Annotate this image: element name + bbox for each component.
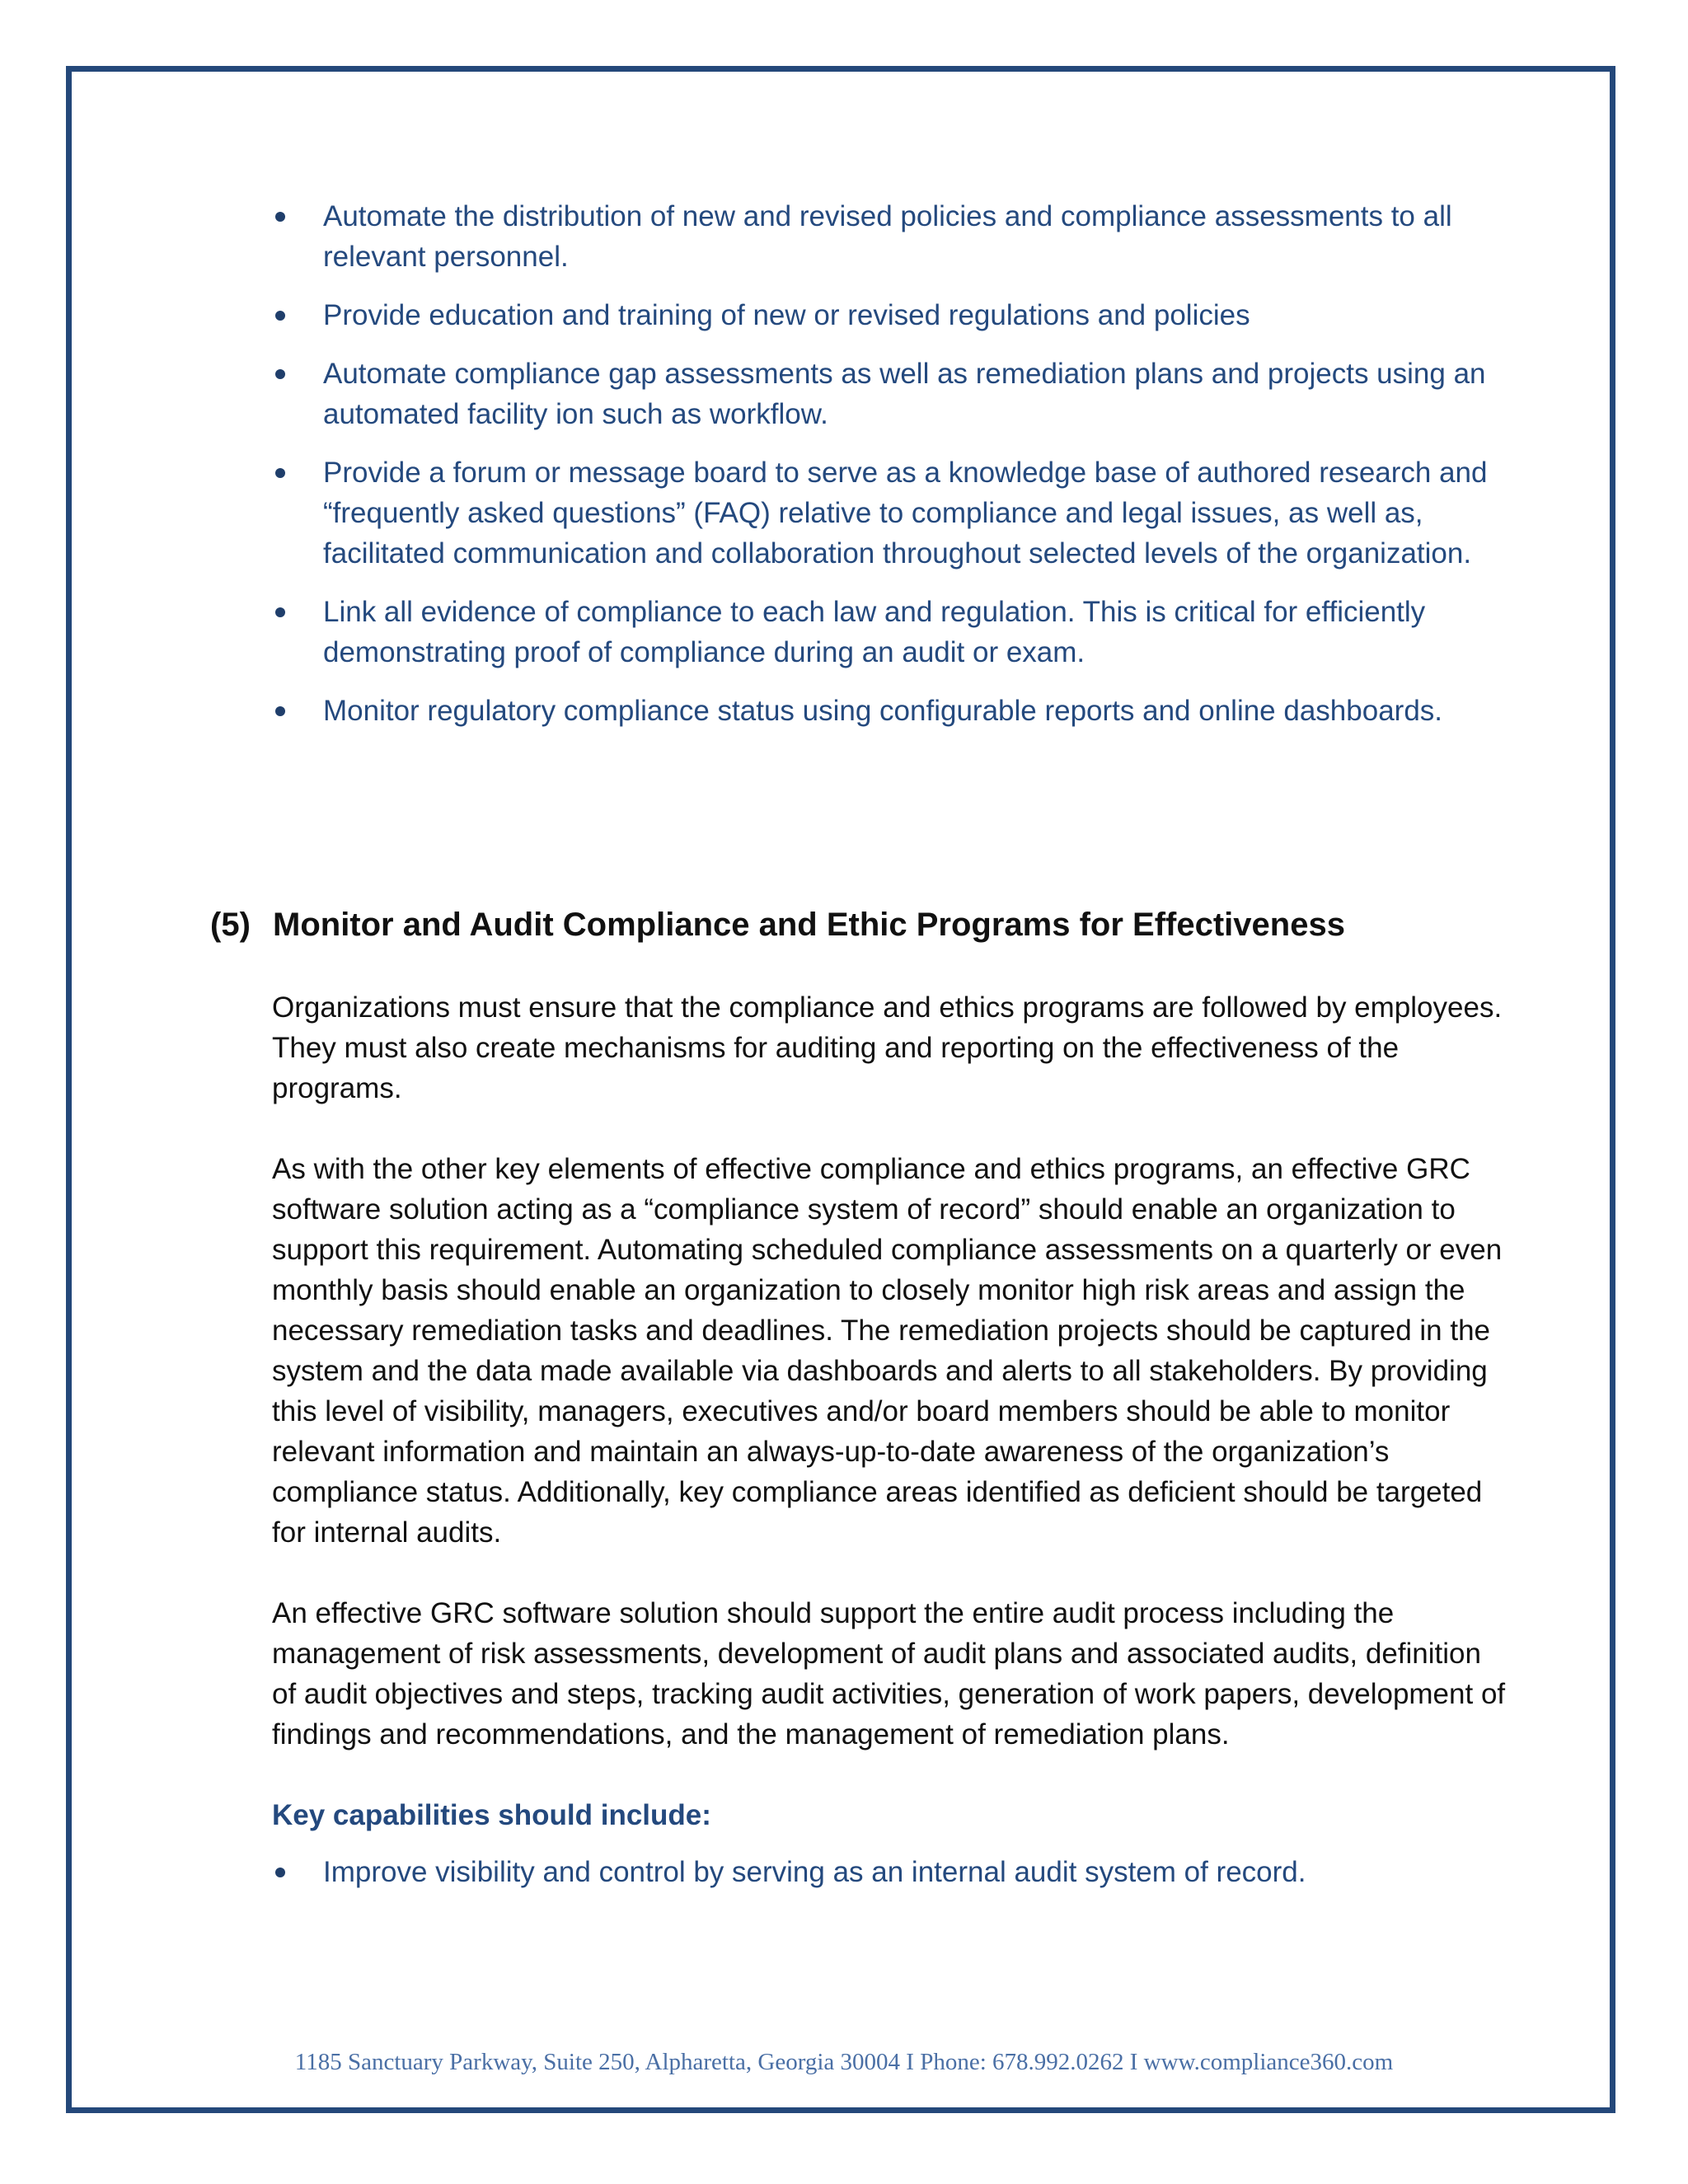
bullet-dot-icon	[275, 1868, 285, 1877]
bullet-text: Provide a forum or message board to serve as a knowledge base of authored research and “frequently asked questions” (FAQ) relative to compliance and legal issues, as well as, facilitated communication and collaboration throughout selected levels of the organization.	[323, 457, 1488, 569]
list-item	[272, 452, 1500, 574]
list-item	[272, 592, 1500, 673]
bullet-text: Provide education and training of new or revised regulations and policies	[323, 299, 1250, 331]
section-number: (5)	[210, 907, 251, 943]
top-bullet-list	[272, 196, 1500, 731]
section-body	[272, 987, 1508, 1910]
bullet-text: Improve visibility and control by serving as an internal audit system of record.	[323, 1856, 1306, 1888]
section-title: Monitor and Audit Compliance and Ethic Programs for Effectiveness	[273, 907, 1345, 943]
bullet-text: Link all evidence of compliance to each law and regulation. This is critical for efficiently demonstrating proof of compliance during an audit or exam.	[323, 596, 1426, 668]
bullet-dot-icon	[275, 369, 285, 379]
key-capabilities-heading: Key capabilities should include:	[272, 1799, 711, 1831]
list-item	[272, 691, 1500, 731]
list-item	[272, 196, 1500, 277]
paragraph: Organizations must ensure that the compliance and ethics programs are followed by employees. They must also create mechanisms for auditing and reporting on the effectiveness of the programs.	[272, 991, 1503, 1104]
bullet-text: Automate the distribution of new and revised policies and compliance assessments to all relevant personnel.	[323, 200, 1452, 273]
paragraph: An effective GRC software solution should support the entire audit process including the management of risk assessments, development of audit plans and associated audits, definition of audit objectives and steps, tracking audit activities, generation of work papers, development of findings and recommendations, and the management of remediation plans.	[272, 1597, 1506, 1750]
bullet-dot-icon	[275, 607, 285, 617]
page-footer: 1185 Sanctuary Parkway, Suite 250, Alpharetta, Georgia 30004 I Phone: 678.992.0262 I www.compliance360.com	[294, 2049, 1394, 2075]
bullet-dot-icon	[275, 706, 285, 716]
bullet-dot-icon	[275, 468, 285, 478]
key-capabilities-list	[272, 1852, 1508, 1892]
section-heading	[210, 903, 1529, 946]
paragraph: As with the other key elements of effective compliance and ethics programs, an effective GRC software solution acting as a “compliance system of record” should enable an organization to support this requirement. Automating scheduled compliance assessments on a quarterly or even monthly basis should enable an organization to closely monitor high risk areas and assign the necessary remediation tasks and deadlines. The remediation projects should be captured in the system and the data made available via dashboards and alerts to all stakeholders. By providing this level of visibility, managers, executives and/or board members should be able to monitor relevant information and maintain an always-up-to-date awareness of the organization’s compliance status. Additionally, key compliance areas identified as deficient should be targeted for internal audits.	[272, 1153, 1503, 1549]
bullet-dot-icon	[275, 311, 285, 321]
top-bullet-section	[272, 196, 1500, 749]
list-item	[272, 295, 1500, 335]
bullet-dot-icon	[275, 212, 285, 222]
bullet-text: Automate compliance gap assessments as well as remediation plans and projects using an automated facility ion such as workflow.	[323, 358, 1486, 430]
list-item	[272, 354, 1500, 434]
bullet-text: Monitor regulatory compliance status using configurable reports and online dashboards.	[323, 695, 1443, 727]
list-item	[272, 1852, 1508, 1892]
